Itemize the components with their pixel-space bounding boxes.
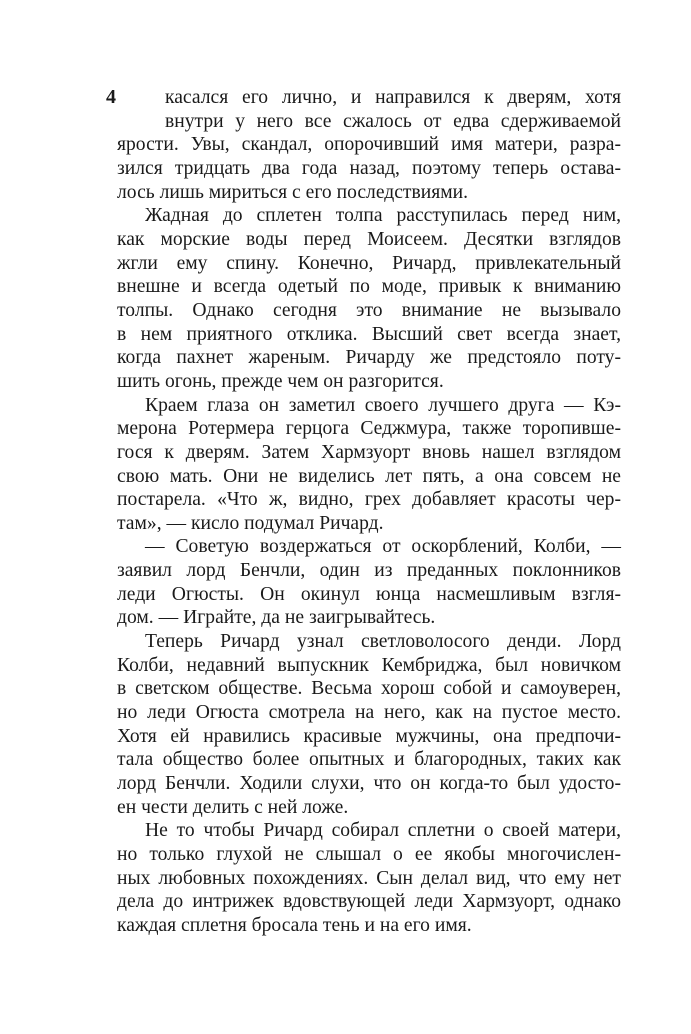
- paragraph: [117, 86, 621, 204]
- text-line: внутри у него все сжалось от едва сдерживаемой: [165, 110, 621, 132]
- text-line: каждая сплетня бросала тень и на его имя.: [117, 914, 472, 936]
- text-line: как морские воды перед Моисеем. Десятки взглядов: [117, 228, 621, 250]
- page-number: 4: [106, 86, 116, 108]
- text-line: там», — кисло подумал Ричард.: [117, 512, 384, 534]
- text-line: лорд Бенчли. Ходили слухи, что он когда-то был удосто-: [117, 773, 621, 795]
- text-line: Не то чтобы Ричард собирал сплетни о своей матери,: [145, 820, 621, 842]
- text-line: свою мать. Они не виделись лет пять, а она совсем не: [117, 465, 621, 487]
- text-line: толпы. Однако сегодня это внимание не вызывало: [117, 299, 621, 321]
- paragraph: [117, 630, 621, 819]
- text-line: когда пахнет жареным. Ричарду же предстояло поту-: [117, 347, 621, 369]
- text-line: лось лишь мириться с его последствиями.: [117, 181, 469, 203]
- text-line: Хотя ей нравились красивые мужчины, она предпочи-: [117, 725, 621, 747]
- text-line: зился тридцать два года назад, поэтому теперь остава-: [117, 157, 621, 179]
- text-line: жгли ему спину. Конечно, Ричард, привлекательный: [117, 252, 621, 274]
- page-body: [117, 86, 621, 938]
- text-line: внешне и всегда одетый по моде, привык к вниманию: [117, 276, 621, 298]
- text-line: гося к дверям. Затем Хармзуорт вновь нашел взглядом: [117, 441, 621, 463]
- text-line: в нем приятного отклика. Высший свет всегда знает,: [117, 323, 621, 345]
- paragraph: [117, 394, 621, 536]
- text-line: Краем глаза он заметил своего лучшего друга — Кэ-: [145, 394, 621, 416]
- text-line: Жадная до сплетен толпа расступилась перед ним,: [145, 205, 621, 227]
- text-line: но леди Огюста смотрела на него, как на пустое место.: [117, 702, 621, 724]
- text-line: ных любовных похождениях. Сын делал вид, что ему нет: [117, 867, 621, 889]
- text-line: но только глухой не слышал о ее якобы многочислен-: [117, 844, 621, 865]
- text-line: Теперь Ричард узнал светловолосого денди. Лорд: [145, 631, 621, 653]
- text-line: в светском обществе. Весьма хорош собой и самоуверен,: [117, 678, 621, 700]
- text-line: дела до интрижек вдовствующей леди Хармзуорт, однако: [117, 891, 621, 913]
- text-line: касался его лично, и направился к дверям, хотя: [165, 87, 621, 108]
- text-line: тала общество более опытных и благородных, таких как: [117, 749, 621, 771]
- book-page-text: [106, 86, 621, 938]
- paragraph: [117, 535, 621, 630]
- text-line: заявил лорд Бенчли, один из преданных поклонников: [117, 560, 621, 582]
- text-line: постарела. «Что ж, видно, грех добавляет красоты чер-: [117, 489, 621, 511]
- text-line: ен чести делить с ней ложе.: [117, 796, 349, 818]
- paragraph: [117, 204, 621, 393]
- text-line: леди Огюсты. Он окинул юнца насмешливым взгля-: [117, 583, 621, 605]
- text-line: Колби, недавний выпускник Кембриджа, был новичком: [117, 654, 621, 676]
- text-line: — Советую воздержаться от оскорблений, Колби, —: [145, 536, 621, 558]
- text-line: шить огонь, прежде чем он разгорится.: [117, 370, 444, 392]
- paragraph: [117, 819, 621, 937]
- text-line: ярости. Увы, скандал, опорочивший имя матери, разра-: [117, 134, 621, 156]
- text-line: мерона Ротермера герцога Седжмура, также торопивше-: [117, 418, 621, 440]
- text-line: дом. — Играйте, да не заигрывайтесь.: [117, 607, 436, 629]
